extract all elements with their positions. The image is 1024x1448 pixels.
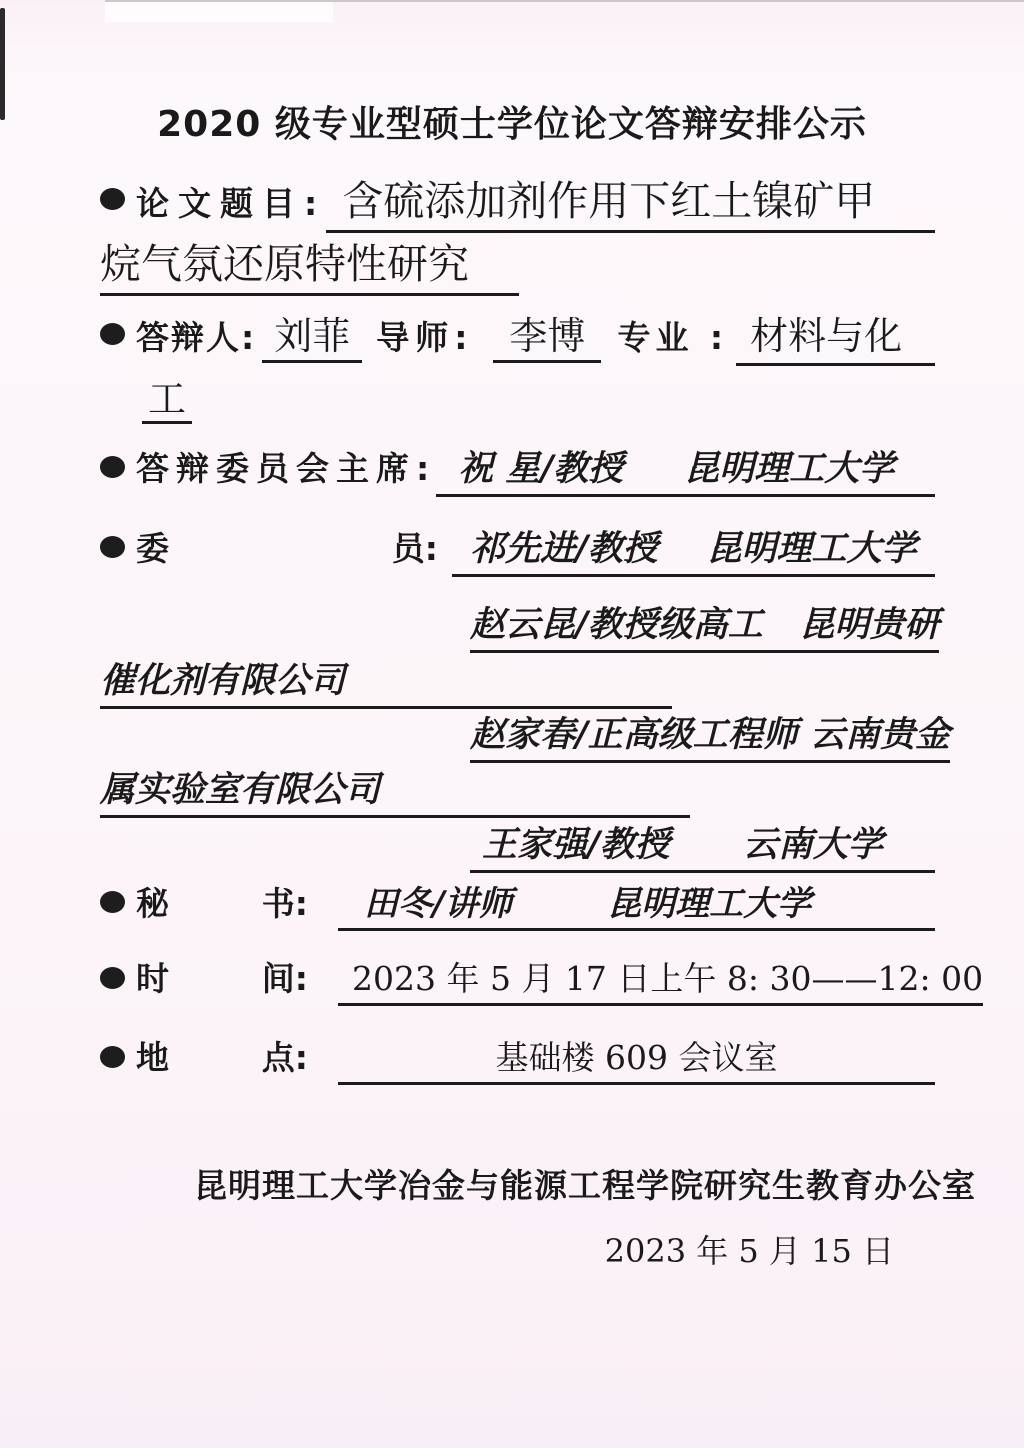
committee-member-3: 赵家春/正高级工程师 云南贵金 bbox=[470, 707, 950, 763]
defender-name: 刘菲 bbox=[262, 305, 362, 363]
bullet-icon bbox=[100, 536, 125, 558]
bullet-icon bbox=[100, 891, 125, 913]
bullet-icon bbox=[100, 456, 125, 478]
committee-member-2: 赵云昆/教授级高工 昆明贵研 bbox=[470, 597, 939, 653]
bullet-icon bbox=[100, 323, 125, 345]
scan-top-edge-line bbox=[105, 0, 1024, 2]
defender-row bbox=[100, 305, 935, 366]
footer-organization: 昆明理工大学冶金与能源工程学院研究生教育办公室 bbox=[194, 1166, 976, 1205]
footer-date: 2023 年 5 月 15 日 bbox=[604, 1232, 894, 1270]
secretary-label-char1: 秘 bbox=[136, 884, 169, 923]
secretary-label-char2: 书: bbox=[261, 884, 308, 923]
thesis-title-value-line2: 烷气氛还原特性研究 bbox=[100, 231, 519, 296]
time-row bbox=[100, 953, 984, 1006]
committee-row bbox=[100, 521, 935, 577]
chair-value: 祝 星/教授 昆明理工大学 bbox=[436, 441, 935, 497]
bullet-icon bbox=[100, 1046, 125, 1068]
chair-row bbox=[100, 441, 935, 497]
place-label-char1: 地 bbox=[136, 1038, 169, 1077]
committee-label-char1: 委 bbox=[136, 529, 169, 568]
committee-row-wrap bbox=[100, 653, 672, 709]
secretary-value: 田冬/讲师 昆明理工大学 bbox=[338, 876, 935, 931]
committee-label bbox=[136, 523, 438, 570]
place-row bbox=[100, 1032, 935, 1085]
secretary-label bbox=[136, 878, 308, 925]
time-label-char1: 时 bbox=[136, 959, 169, 998]
secretary-row bbox=[100, 876, 935, 931]
advisor-label: 导师: bbox=[376, 318, 474, 357]
thesis-title-label: 论文题目: bbox=[136, 184, 327, 223]
defender-label: 答辩人: bbox=[136, 318, 257, 357]
place-label bbox=[136, 1032, 308, 1079]
committee-row bbox=[470, 597, 940, 653]
major-value-line2: 工 bbox=[142, 377, 192, 424]
committee-member-2-cont: 催化剂有限公司 bbox=[100, 653, 672, 709]
thesis-title-wrap-row bbox=[100, 231, 519, 296]
committee-row bbox=[470, 817, 935, 873]
major-label: 专业 : bbox=[617, 318, 729, 357]
committee-member-3-cont: 属实验室有限公司 bbox=[100, 762, 690, 818]
place-value: 基础楼 609 会议室 bbox=[338, 1032, 935, 1085]
place-label-char2: 点: bbox=[261, 1038, 308, 1077]
major-wrap-row bbox=[142, 368, 192, 423]
thesis-title-row bbox=[100, 168, 935, 233]
committee-member-1: 祁先进/教授 昆明理工大学 bbox=[452, 521, 935, 577]
advisor-name: 李博 bbox=[493, 305, 601, 363]
major-value-line1: 材料与化 bbox=[736, 305, 935, 366]
committee-row bbox=[470, 707, 950, 763]
time-label bbox=[136, 953, 308, 1000]
chair-label: 答辩委员会主席: bbox=[136, 449, 437, 488]
committee-label-char2: 员: bbox=[391, 529, 438, 568]
bullet-icon bbox=[100, 188, 125, 210]
bullet-icon bbox=[100, 967, 125, 989]
committee-row-wrap bbox=[100, 762, 690, 818]
page-title: 2020 级专业型硕士学位论文答辩安排公示 bbox=[157, 104, 867, 145]
time-value: 2023 年 5 月 17 日上午 8: 30——12: 00 bbox=[338, 953, 983, 1006]
thesis-title-value-line1: 含硫添加剂作用下红土镍矿甲 bbox=[326, 168, 935, 233]
committee-member-4: 王家强/教授 云南大学 bbox=[470, 817, 935, 873]
scan-white-band bbox=[105, 0, 333, 22]
time-label-char2: 间: bbox=[261, 959, 308, 998]
